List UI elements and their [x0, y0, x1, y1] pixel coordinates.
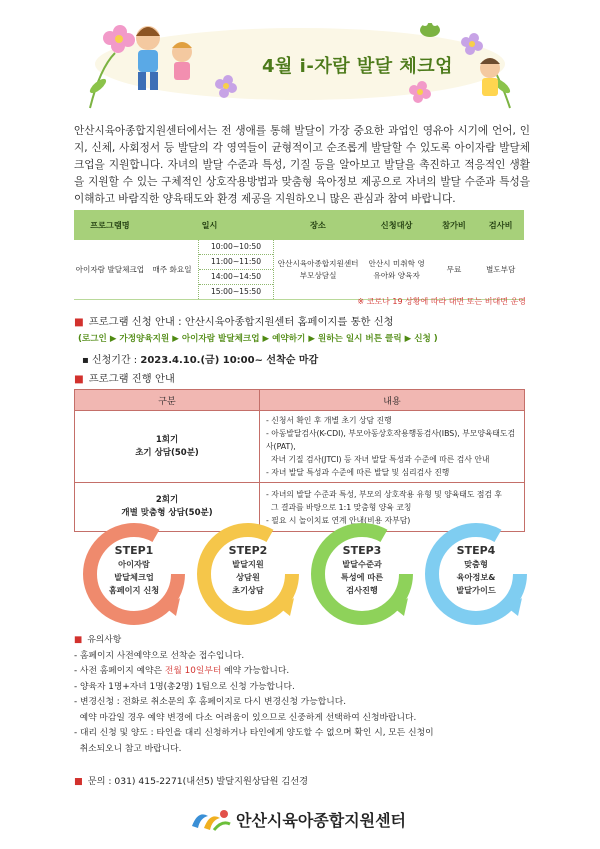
program-place-cell: 안산시육아종합지원센터 부모상담실 — [273, 240, 362, 300]
org-name: 안산시육아종합지원센터 — [236, 811, 407, 830]
step-line: 발달지원 — [232, 559, 264, 569]
header-test-fee: 검사비 — [477, 210, 524, 240]
process-table-header — [75, 390, 525, 411]
session-label: 1회기 초기 상담(50분) — [75, 411, 260, 483]
session-content: - 신청서 확인 후 개별 초기 상담 진행 - 아동발달검사(K-CDI), 부모아동상호작용행동검사(IBS), 부모양육태도검사(PAT), 자녀 기질 검사(JTCI) 등 자녀 발달 특성과 수준에 따른 검사 안내 - 자녀 발달 특성과 수준에 따른 발달 및 심리검사 진행 — [260, 411, 525, 483]
time-slot: 11:00~11:50 — [199, 254, 272, 269]
steps-diagram — [70, 520, 530, 630]
header-content: 내용 — [260, 390, 525, 411]
bullet-icon: ■ — [74, 316, 84, 328]
program-day-cell: 매주 화요일 — [146, 240, 199, 300]
note-line: - 대리 신청 및 양도 : 타인을 대리 신청하거나 타인에게 양도할 수 없으며 확인 시, 모든 신청이 — [74, 728, 434, 738]
time-slot: 10:00~10:50 — [210, 242, 262, 251]
notes-section — [74, 633, 534, 757]
program-slots-cell — [199, 240, 273, 300]
step-3 — [308, 520, 416, 628]
footer-logo — [188, 806, 448, 834]
header-target: 신청대상 — [363, 210, 431, 240]
program-name-cell: 아이자람 발달체크업 — [74, 240, 146, 300]
note-line: - 사전 홈페이지 예약은 전월 10일부터 예약 가능합니다. — [74, 666, 290, 676]
note-line: 취소되오니 참고 바랍니다. — [74, 743, 182, 754]
center-logo-icon — [188, 806, 232, 834]
bullet-icon: ■ — [74, 635, 83, 645]
step-title: STEP1 — [114, 544, 154, 557]
note-line: - 변경신청 : 전화로 취소문의 후 홈페이지로 다시 변경신청 가능합니다. — [74, 697, 347, 707]
apply-heading: ■ 프로그램 신청 안내 : 안산시육아종합지원센터 홈페이지를 통한 신청 — [74, 316, 394, 328]
note-line: - 홈페이지 사전예약으로 선착순 접수입니다. — [74, 650, 245, 661]
program-test-fee-cell: 별도부담 — [477, 240, 524, 300]
bullet-icon: ▪ — [82, 355, 92, 366]
note-line: 예약 마감일 경우 예약 변경에 다소 어려움이 있으므로 신중하게 선택하여 신청바랍니다. — [74, 712, 417, 723]
contact-info: ■ 문의 : 031) 415-2271(내선5) 발달지원상담원 김선경 — [74, 776, 309, 787]
header-fee: 참가비 — [431, 210, 478, 240]
header-category: 구분 — [75, 390, 260, 411]
header-datetime: 일시 — [146, 210, 273, 240]
program-table-row — [74, 240, 524, 300]
program-table — [74, 210, 524, 300]
step-line: 발달체크업 — [114, 572, 154, 582]
intro-paragraph: 안산시육아종합지원센터에서는 전 생애를 통해 발달이 가장 중요한 과업인 영유아 시기에 언어, 인지, 신체, 사회정서 등 발달의 각 영역들이 균형적이고 순조롭게 발달할 수 있도록 아이자람 발달체크업을 지원합니다. 자녀의 발달 수준과 특성, 기질 등을 알아보고 발달을 촉진하고 적응적인 생활을 지원할 수 있는 구체적인 상호작용방법과 맞춤형 육아정보 제공으로 자녀의 발달 수준과 특성을 이해하고 바람직한 양육태도와 환경 제공을 지원하오니 많은 관심과 참여 바랍니다. — [74, 125, 530, 205]
apply-path: (로그인 ▶ 가정양육지원 ▶ 아이자람 발달체크업 ▶ 예약하기 ▶ 원하는 일시 버튼 클릭 ▶ 신청 ) — [78, 334, 438, 344]
process-heading: ■ 프로그램 진행 안내 — [74, 373, 175, 385]
bullet-icon: ■ — [74, 373, 84, 385]
note-line: - 양육자 1명+자녀 1명(총2명) 1팀으로 신청 가능합니다. — [74, 681, 295, 692]
step-2 — [194, 520, 302, 628]
step-title: STEP4 — [456, 544, 496, 557]
apply-period: ▪ 신청기간 : 2023.4.10.(금) 10:00~ 선착순 마감 — [82, 355, 319, 366]
step-line: 상담원 — [236, 572, 260, 582]
step-4 — [422, 520, 530, 628]
header-banner — [70, 8, 530, 112]
header-place: 장소 — [273, 210, 362, 240]
step-line: 아이자람 — [118, 559, 150, 569]
step-line: 홈페이지 신청 — [108, 585, 160, 595]
step-line: 발달가이드 — [456, 585, 496, 595]
program-table-header — [74, 210, 524, 240]
header-program-name: 프로그램명 — [74, 210, 146, 240]
notes-heading: ■ 유의사항 — [74, 635, 122, 645]
process-table — [74, 389, 525, 532]
process-row-1 — [75, 411, 525, 483]
step-line: 육아정보& — [456, 572, 496, 582]
corona-note: ※ 코로나 19 상황에 따라 대면 또는 비대면 운영 — [357, 297, 526, 306]
banner-title: 4월 i-자람 발달 체크업 — [262, 56, 454, 77]
session-label: 2회기 개별 맞춤형 상담(50분) — [75, 483, 260, 532]
session-content: - 자녀의 발달 수준과 특성, 부모의 상호작용 유형 및 양육태도 점검 후 그 결과를 바탕으로 1:1 맞춤형 양육 코칭 - 필요 시 놀이치료 연계 안내(비용 자부담) — [260, 483, 525, 532]
time-slot: 14:00~14:50 — [199, 269, 272, 284]
step-title: STEP3 — [342, 544, 382, 557]
bullet-icon: ■ — [74, 776, 83, 787]
step-line: 초기상담 — [232, 585, 264, 595]
step-title: STEP2 — [228, 544, 268, 557]
step-line: 특성에 따른 — [340, 572, 384, 582]
step-line: 검사진행 — [346, 585, 378, 595]
program-target-cell: 안산시 미취학 영유아와 양육자 — [363, 240, 431, 300]
program-fee-cell: 무료 — [431, 240, 478, 300]
time-slot: 15:00~15:50 — [199, 284, 272, 299]
step-line: 발달수준과 — [342, 559, 382, 569]
step-line: 맞춤형 — [464, 559, 488, 569]
step-1 — [80, 520, 188, 628]
